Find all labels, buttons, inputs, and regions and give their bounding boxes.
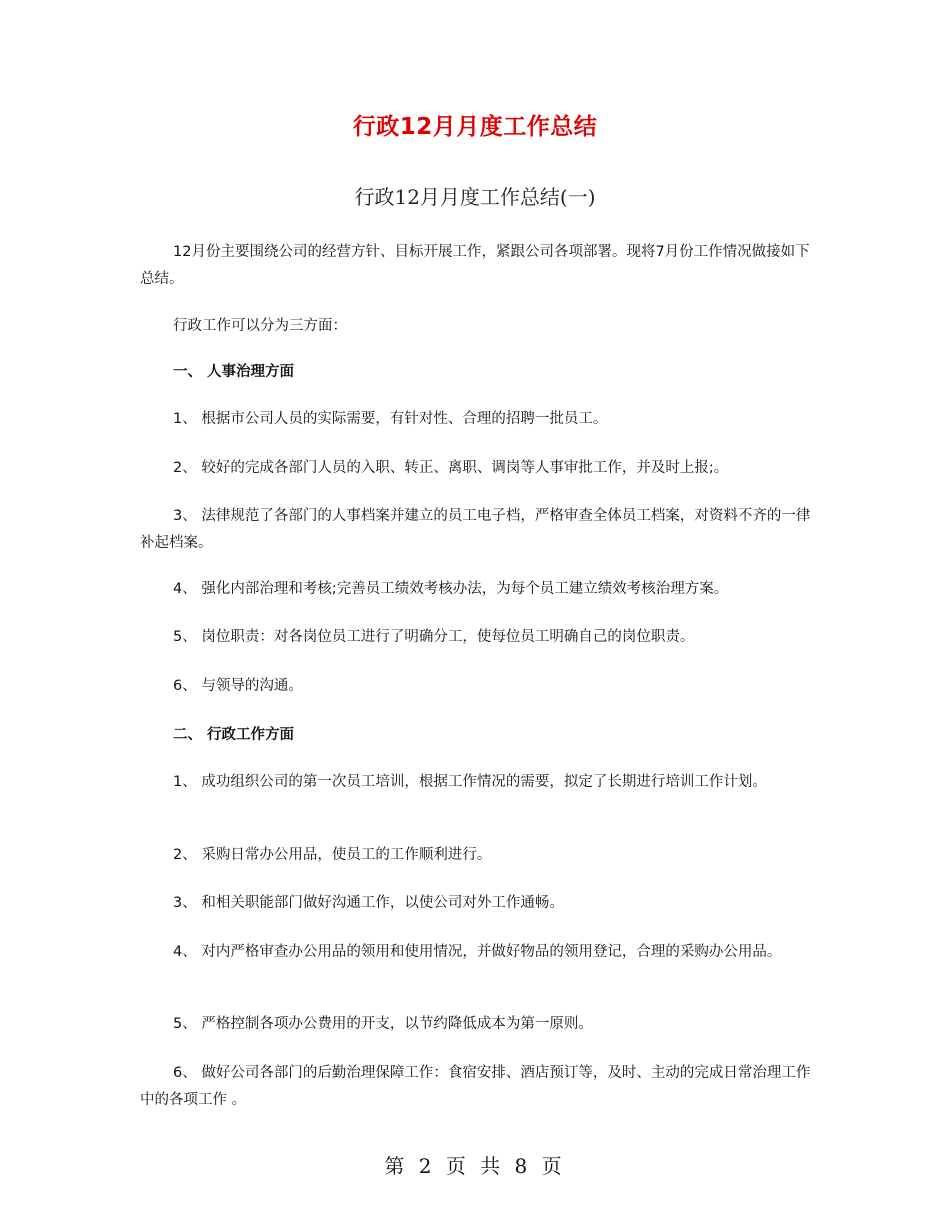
list-item: 1、 成功组织公司的第一次员工培训，根据工作情况的需要，拟定了长期进行培训工作计划。 <box>173 774 767 790</box>
document-title: 行政12月月度工作总结 <box>352 114 598 140</box>
section-heading-personnel: 一、 人事治理方面 <box>173 364 295 380</box>
section-heading-admin: 二、 行政工作方面 <box>173 727 295 743</box>
list-item: 1、 根据市公司人员的实际需要，有针对性、合理的招聘一批员工。 <box>173 411 608 427</box>
document-subtitle: 行政12月月度工作总结(一) <box>354 185 596 209</box>
list-item: 5、 严格控制各项办公费用的开支，以节约降低成本为第一原则。 <box>173 1016 593 1032</box>
list-item: 5、 岗位职责：对各岗位员工进行了明确分工，使每位员工明确自己的岗位职责。 <box>173 629 695 645</box>
intro-paragraph: 12月份主要围绕公司的经营方针、目标开展工作，紧跟公司各项部署。现将7月份工作情况做接如下总结。 <box>140 244 810 287</box>
list-item: 3、 和相关职能部门做好沟通工作，以使公司对外工作通畅。 <box>173 895 564 911</box>
list-item: 3、 法律规范了各部门的人事档案并建立的员工电子档，严格审查全体员工档案，对资料不齐的一律补起档案。 <box>140 508 811 551</box>
list-item: 4、 强化内部治理和考核;完善员工绩效考核办法，为每个员工建立绩效考核治理方案。 <box>173 581 729 597</box>
list-item: 6、 与领导的沟通。 <box>173 678 303 694</box>
page-number-footer: 第 2 页 共 8 页 <box>384 1154 566 1178</box>
list-item: 4、 对内严格审查办公用品的领用和使用情况，并做好物品的领用登记，合理的采购办公用品。 <box>173 944 782 960</box>
list-item: 6、 做好公司各部门的后勤治理保障工作：食宿安排、酒店预订等，及时、主动的完成日常治理工作中的各项工作 。 <box>140 1065 811 1108</box>
overview-paragraph: 行政工作可以分为三方面： <box>173 318 347 334</box>
list-item: 2、 采购日常办公用品，使员工的工作顺利进行。 <box>173 847 492 863</box>
list-item: 2、 较好的完成各部门人员的入职、转正、离职、调岗等人事审批工作，并及时上报;。 <box>173 460 729 476</box>
